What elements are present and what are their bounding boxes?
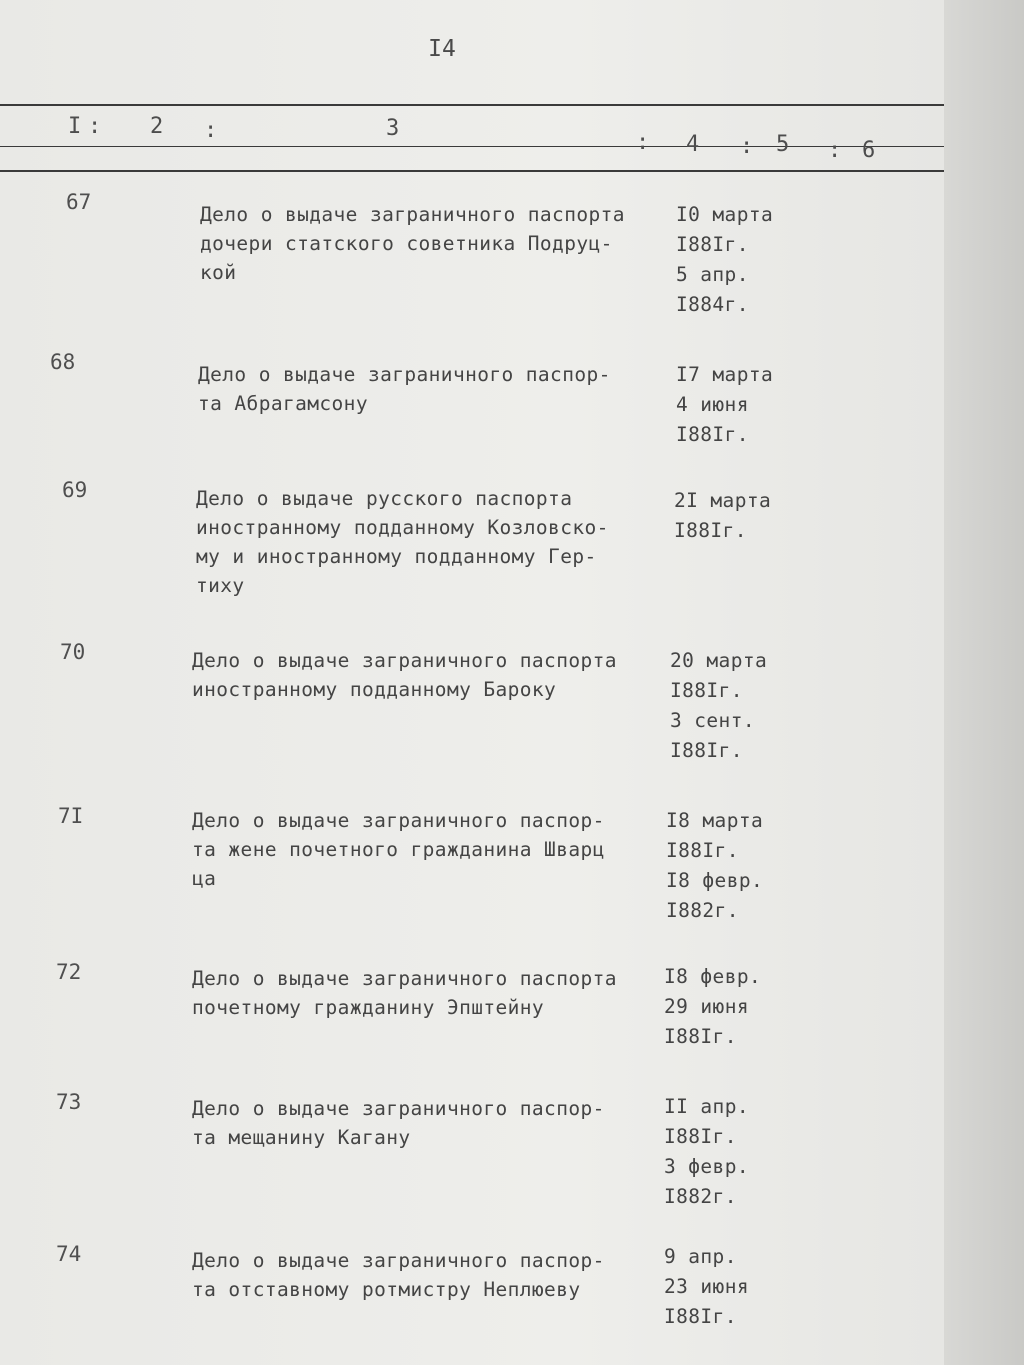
col-separator: : [740, 134, 754, 159]
header-mid-rule [0, 146, 944, 147]
entry-dates: I0 марта I88Iг. 5 апр. I884г. [676, 203, 774, 316]
col-header-2: 2 [150, 114, 164, 139]
col-separator: : [636, 130, 650, 155]
entry-dates: II апр. I88Iг. 3 февр. I882г. [664, 1095, 749, 1208]
entry-number: 74 [56, 1242, 82, 1266]
col-header-1: I [68, 114, 82, 139]
entry-dates: 2I марта I88Iг. [674, 489, 772, 542]
entry-description: Дело о выдаче заграничного паспор- та мещанину Кагану [192, 1097, 605, 1149]
entry-number: 72 [56, 960, 82, 984]
entry-number: 7I [58, 804, 84, 828]
entry-description: Дело о выдаче заграничного паспор- та отставному ротмистру Неплюеву [192, 1249, 605, 1301]
entry-description: Дело о выдаче заграничного паспорта иностранному подданному Бароку [192, 649, 617, 701]
page-number: I4 [428, 36, 456, 62]
entry-number: 67 [66, 190, 92, 214]
entry-number: 70 [60, 640, 86, 664]
entry-description: Дело о выдаче заграничного паспорта дочери статского советника Подруц- кой [200, 203, 625, 284]
col-separator: : [828, 138, 842, 163]
entry-number: 69 [62, 478, 88, 502]
entry-description: Дело о выдаче заграничного паспор- та жене почетного гражданина Шварц ца [192, 809, 605, 890]
col-header-4: 4 [686, 132, 700, 157]
col-header-3: 3 [386, 116, 400, 141]
entry-description: Дело о выдаче заграничного паспорта почетному гражданину Эпштейну [192, 967, 617, 1019]
entry-dates: I7 марта 4 июня I88Iг. [676, 363, 774, 446]
entry-dates: 9 апр. 23 июня I88Iг. [664, 1245, 749, 1328]
underlying-page-edge [944, 0, 1024, 1365]
entry-dates: I8 февр. 29 июня I88Iг. [664, 965, 762, 1048]
entry-number: 73 [56, 1090, 82, 1114]
entry-description: Дело о выдаче заграничного паспор- та Абрагамсону [198, 363, 611, 415]
entry-description: Дело о выдаче русского паспорта иностранному подданному Козловско- му и иностранному подданному Гер- тиху [196, 487, 609, 597]
col-separator: : [88, 114, 102, 139]
header-top-rule [0, 104, 944, 106]
entry-dates: 20 марта I88Iг. 3 сент. I88Iг. [670, 649, 768, 762]
entry-dates: I8 марта I88Iг. I8 февр. I882г. [666, 809, 764, 922]
col-separator: : [204, 118, 218, 143]
header-bottom-rule [0, 170, 944, 172]
col-header-6: 6 [862, 138, 876, 163]
col-header-5: 5 [776, 132, 790, 157]
entry-number: 68 [50, 350, 76, 374]
